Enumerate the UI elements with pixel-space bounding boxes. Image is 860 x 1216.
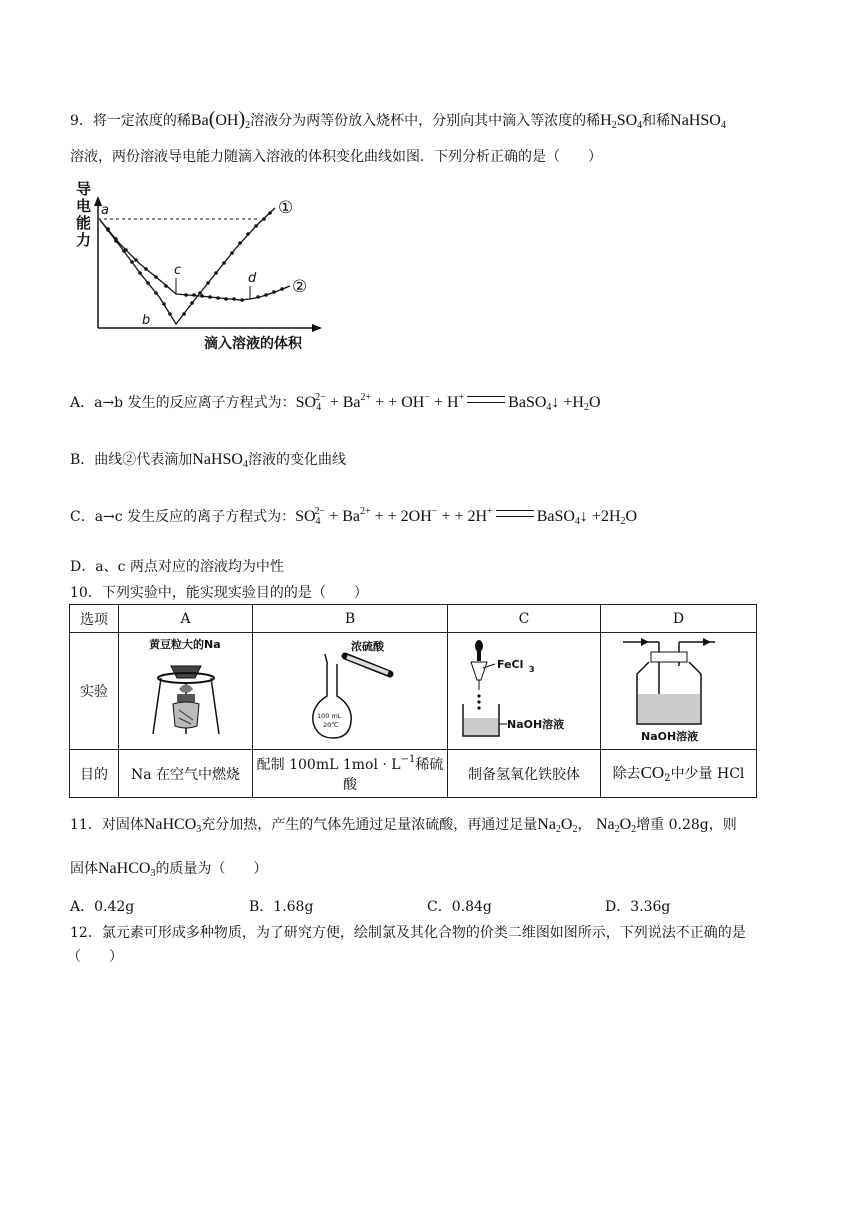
goal-c: 制备氢氧化铁胶体 (448, 750, 601, 798)
curve-2-label: ② (292, 277, 308, 297)
q9-stem-line1: 9．将一定浓度的稀$Ba(OH)_2$溶液分为两等份放入烧杯中，分别向其中滴入等浓度的稀$H_2SO_4$和稀NaHSO$_4$ (70, 108, 726, 131)
svg-text:力: 力 (76, 231, 92, 249)
header-b: B (253, 605, 448, 633)
q12-answer-paren: （ ） (67, 949, 123, 965)
header-a: A (119, 605, 253, 633)
header-option: 选项 (70, 605, 119, 633)
q11-stem-line1: 11．对固体NaHCO$_3$充分加热，产生的气体先通过足量浓硫酸，再通过足量$Na_2O_2$， $Na_2O_2$增重 0.28g，则 (70, 816, 737, 835)
q9-option-b: B．曲线②代表滴加NaHSO$_4$溶液的变化曲线 (70, 451, 346, 470)
svg-text:黄豆粒大的Na: 黄豆粒大的Na (148, 638, 221, 651)
x-axis-label: 滴入溶液的体积 (204, 336, 302, 352)
colloid-apparatus (459, 634, 589, 744)
svg-text:NaOH溶液: NaOH溶液 (640, 730, 698, 743)
table-header-row (70, 605, 757, 633)
apparatus-a (119, 633, 253, 750)
volumetric-flask-apparatus (295, 634, 405, 744)
point-a-label: a (101, 203, 109, 218)
svg-text:20℃: 20℃ (323, 721, 339, 729)
q9-option-c: C．a→c 发生反应的离子方程式为：$SO_4^{2-} + Ba^{2+}$ + + 2OH− + + 2H+ BaSO$_4$↓ $+2H_2O$ (70, 506, 638, 527)
row-label-experiment: 实验 (70, 633, 119, 750)
apparatus-c (448, 633, 601, 750)
header-c: C (448, 605, 601, 633)
experiment-table (69, 604, 757, 798)
header-d: D (601, 605, 757, 633)
y-axis-label (76, 180, 91, 249)
svg-text:电: 电 (76, 197, 92, 215)
q9-option-a: A．a→b 发生的反应离子方程式为：$SO_4^{2-} + Ba^{2+}$ + + OH− + H+ BaSO$_4$↓ $+H_2O$ (70, 392, 601, 413)
q10-stem: 10．下列实验中，能实现实验目的的是（ ） (70, 585, 368, 601)
svg-text:浓硫酸: 浓硫酸 (351, 640, 384, 653)
svg-text:能: 能 (76, 214, 92, 232)
burning-na-apparatus (131, 634, 241, 744)
row-label-goal: 目的 (70, 750, 119, 798)
q12-stem: 12．氯元素可形成多种物质，为了研究方便，绘制氯及其化合物的价类二维图如图所示，下列说法不正确的是 (70, 925, 746, 941)
q11-option-b: B．1.68g (249, 899, 314, 915)
table-row-experiment (70, 633, 757, 750)
svg-text:NaOH溶液: NaOH溶液 (507, 718, 565, 731)
svg-text:100 mL: 100 mL (317, 712, 342, 720)
goal-d: 除去$CO_2$中少量 HCl (601, 750, 757, 798)
x-axis-arrow-icon (312, 324, 322, 332)
q11-option-c: C．0.84g (427, 899, 492, 915)
q11-option-d: D．3.36g (605, 899, 671, 915)
conductivity-graph (70, 178, 335, 356)
point-b-label: b (142, 313, 151, 328)
table-row-goal (70, 750, 757, 798)
q9-stem-line2: 溶液，两份溶液导电能力随滴入溶液的体积变化曲线如图．下列分析正确的是（ ） (70, 149, 602, 165)
curve-1-label: ① (278, 198, 294, 218)
curve-1 (100, 208, 275, 324)
gas-washing-bottle (619, 634, 739, 744)
svg-text:3: 3 (529, 665, 535, 674)
svg-text:FeCl: FeCl (497, 658, 524, 671)
goal-a: Na 在空气中燃烧 (119, 750, 253, 798)
apparatus-b (253, 633, 448, 750)
goal-b: 配制 100mL $1mol \cdot L^{-1}$稀硫酸 (253, 750, 448, 798)
point-c-label: c (174, 263, 182, 278)
point-d-label: d (248, 271, 257, 286)
apparatus-d (601, 633, 757, 750)
q9-option-d: D．a、c 两点对应的溶液均为中性 (70, 559, 284, 575)
q11-stem-line2: 固体NaHCO$_3$的质量为（ ） (70, 860, 268, 879)
curve-2 (100, 220, 290, 300)
q11-option-a: A．0.42g (70, 899, 135, 915)
svg-text:导: 导 (76, 180, 92, 198)
